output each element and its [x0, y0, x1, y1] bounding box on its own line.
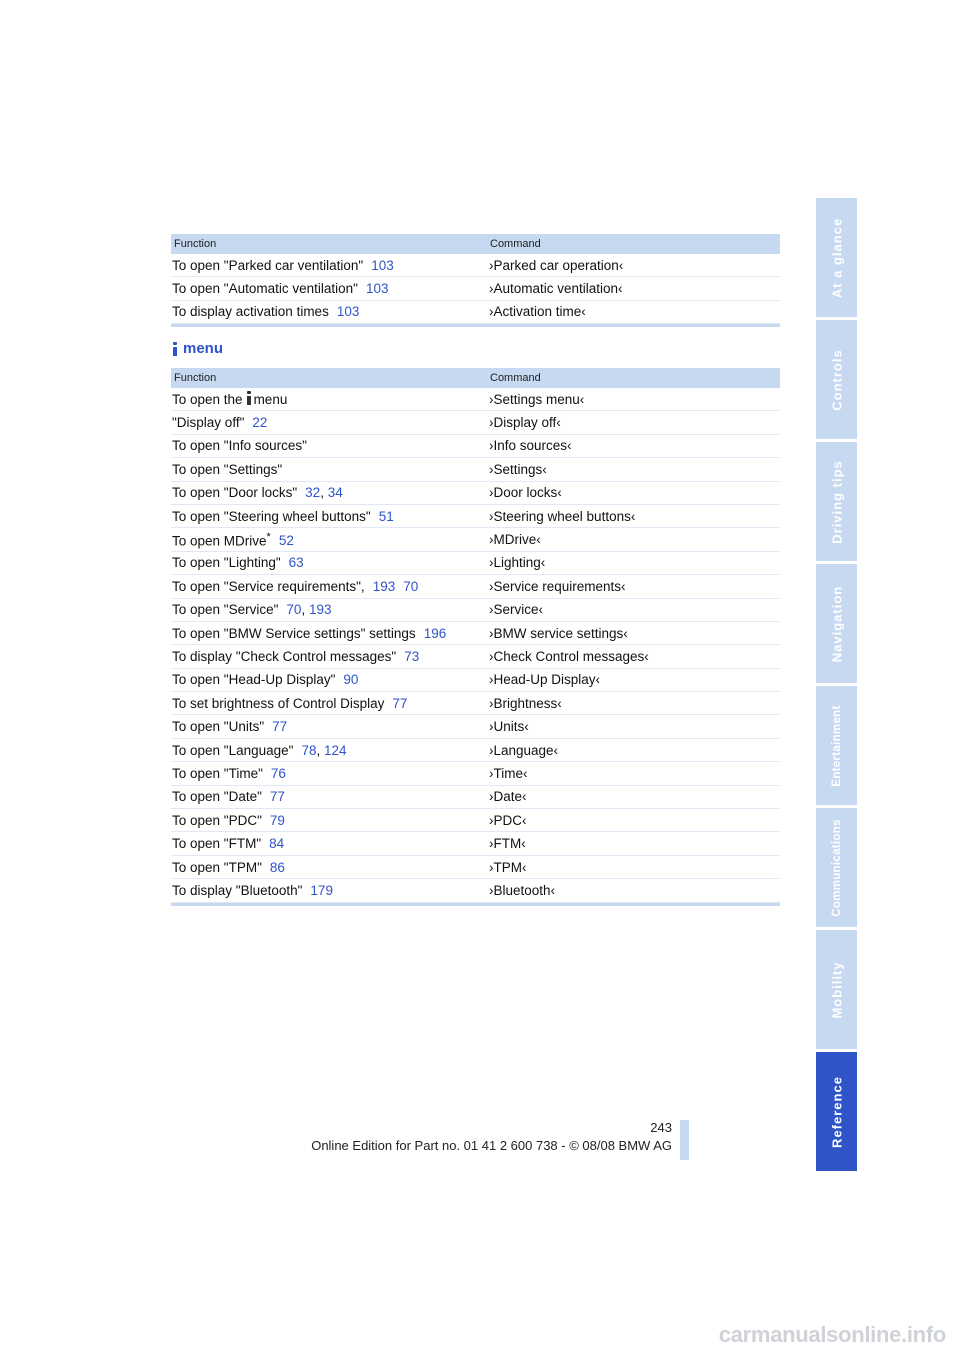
i-menu-icon: [171, 342, 178, 356]
page-ref-link[interactable]: 79: [269, 812, 285, 828]
tab-communications[interactable]: [816, 808, 857, 927]
page-ref-link[interactable]: 22: [252, 415, 268, 431]
ventilation-table: [171, 234, 780, 327]
function-cell: [171, 813, 489, 828]
tab-reference[interactable]: [816, 1052, 857, 1171]
table-end-rule: [171, 324, 780, 327]
table-row: [171, 277, 780, 300]
function-cell: [171, 258, 489, 273]
function-cell: [171, 883, 489, 898]
function-cell: [171, 438, 489, 453]
option-star-icon: *: [266, 530, 271, 543]
command-cell: ›Bluetooth‹: [489, 882, 556, 898]
command-cell: ›Language‹: [489, 742, 559, 758]
function-text: menu: [253, 392, 288, 408]
command-cell: ›Service requirements‹: [489, 578, 626, 594]
page-ref-link[interactable]: 34: [327, 485, 343, 501]
function-text: To open "Door locks": [172, 485, 298, 501]
command-cell: ›TPM‹: [489, 859, 527, 875]
function-text: To open "Parked car ventilation": [172, 257, 364, 273]
function-text: To open "Date": [172, 789, 262, 805]
table-row: [171, 762, 780, 785]
table-row: [171, 692, 780, 715]
function-text: To display "Check Control messages": [172, 648, 397, 664]
tab-label: Driving tips: [829, 459, 844, 544]
command-cell: ›Date‹: [489, 789, 527, 805]
command-cell: ›Time‹: [489, 765, 528, 781]
function-cell: [171, 672, 489, 687]
table-row: [171, 301, 780, 324]
tab-label: Communications: [830, 818, 843, 917]
footer-bar: [680, 1120, 689, 1160]
table-row: [171, 388, 780, 411]
tab-label: Controls: [829, 348, 844, 411]
table-row: [171, 458, 780, 481]
tab-navigation[interactable]: [816, 564, 857, 683]
function-text: To open the: [172, 392, 243, 408]
i-menu-table: [171, 368, 780, 906]
table-row: [171, 599, 780, 622]
table-row: [171, 622, 780, 645]
function-text: To open "BMW Service settings" settings: [172, 625, 416, 641]
page-ref-link[interactable]: 90: [343, 672, 359, 688]
table-row: [171, 435, 780, 458]
table-header: [171, 234, 780, 254]
function-text: To display "Bluetooth": [172, 882, 303, 898]
chapter-tabs: [816, 198, 857, 1174]
page-ref-link[interactable]: 73: [404, 648, 420, 664]
function-cell: [171, 649, 489, 664]
tab-controls[interactable]: [816, 320, 857, 439]
function-cell: [171, 485, 489, 500]
function-cell: [171, 860, 489, 875]
function-text: To open "Service requirements",: [172, 578, 365, 594]
function-cell: [171, 391, 489, 407]
page-ref-link[interactable]: 77: [269, 789, 285, 805]
function-cell: [171, 602, 489, 617]
table-row: [171, 786, 780, 809]
page-ref-link[interactable]: 70: [286, 602, 302, 618]
page-ref-link[interactable]: 84: [269, 836, 285, 852]
watermark: carmanualsonline.info: [718, 1322, 946, 1347]
table-body: [171, 388, 780, 903]
table-row: [171, 669, 780, 692]
function-text: To open "FTM": [172, 836, 262, 852]
section-heading: [171, 340, 223, 357]
page-ref-link[interactable]: 193: [372, 578, 396, 594]
ref-separator: ,: [316, 742, 324, 758]
tab-mobility[interactable]: [816, 930, 857, 1049]
tab-label: Reference: [829, 1075, 844, 1148]
function-text: To open "Info sources": [172, 438, 307, 454]
table-row: [171, 482, 780, 505]
table-row: [171, 809, 780, 832]
function-cell: [171, 531, 489, 549]
page-ref-link[interactable]: 179: [310, 882, 333, 898]
page-ref-link[interactable]: 70: [403, 578, 419, 594]
table-end-rule: [171, 903, 780, 906]
section-title: menu: [183, 340, 224, 357]
table-row: [171, 505, 780, 528]
page-ref-link[interactable]: 63: [288, 555, 304, 571]
page-number: 243: [650, 1120, 672, 1135]
table-row: [171, 879, 780, 902]
header-command: Command: [490, 238, 541, 250]
page-ref-link[interactable]: 52: [278, 533, 294, 549]
table-row: [171, 856, 780, 879]
function-cell: [171, 789, 489, 804]
table-row: [171, 739, 780, 762]
i-menu-icon: [245, 391, 252, 405]
command-cell: ›Info sources‹: [489, 438, 572, 454]
command-cell: ›Lighting‹: [489, 555, 546, 571]
command-cell: ›Parked car operation‹: [489, 257, 624, 273]
function-cell: [171, 836, 489, 851]
function-cell: [171, 555, 489, 570]
page-ref-link[interactable]: 103: [371, 257, 394, 273]
page-ref-link[interactable]: 196: [423, 625, 447, 641]
function-text: To open "Units": [172, 719, 265, 735]
function-cell: [171, 281, 489, 296]
function-text: To open MDrive: [172, 533, 267, 549]
page-ref-link[interactable]: 124: [324, 742, 347, 758]
function-text: To open "Steering wheel buttons": [172, 508, 371, 524]
tab-entertainment[interactable]: [816, 686, 857, 805]
command-cell: ›FTM‹: [489, 836, 526, 852]
command-cell: ›Settings menu‹: [489, 391, 585, 407]
table-row: [171, 528, 780, 551]
command-cell: ›Brightness‹: [489, 695, 562, 711]
function-cell: [171, 462, 489, 477]
table-header: [171, 368, 780, 388]
function-cell: [171, 304, 489, 319]
table-row: [171, 715, 780, 738]
page-ref-link[interactable]: 32: [305, 485, 321, 501]
table-row: [171, 575, 780, 598]
command-cell: ›Service‹: [489, 602, 544, 618]
page-ref-link[interactable]: 103: [365, 281, 389, 297]
page-ref-link[interactable]: 77: [272, 719, 288, 735]
function-cell: [171, 579, 489, 594]
command-cell: ›Automatic ventilation‹: [489, 281, 623, 297]
header-command: Command: [490, 372, 541, 384]
function-text: To open "Automatic ventilation": [172, 281, 358, 297]
tab-label: Entertainment: [830, 704, 843, 787]
command-cell: ›PDC‹: [489, 812, 527, 828]
table-row: [171, 254, 780, 277]
function-text: To open "Lighting": [172, 555, 281, 571]
function-cell: [171, 743, 489, 758]
ref-separator: ,: [301, 602, 309, 618]
page-ref-link[interactable]: 103: [336, 304, 360, 320]
page-ref-link[interactable]: 193: [308, 602, 332, 618]
function-text: To open "Head-Up Display": [172, 672, 336, 688]
command-cell: ›MDrive‹: [489, 532, 541, 548]
page-ref-link[interactable]: 86: [269, 859, 285, 875]
page-ref-link[interactable]: 77: [392, 695, 408, 711]
table-row: [171, 411, 780, 434]
command-cell: ›Activation time‹: [489, 304, 586, 320]
function-text: To display activation times: [172, 304, 329, 320]
command-cell: ›Door locks‹: [489, 485, 562, 501]
function-text: To set brightness of Control Display: [172, 695, 385, 711]
table-row: [171, 552, 780, 575]
function-cell: [171, 766, 489, 781]
command-cell: ›Display off‹: [489, 415, 561, 431]
tab-label: At a glance: [829, 217, 844, 298]
page-ref-link[interactable]: 51: [378, 508, 394, 524]
function-text: To open "TPM": [172, 859, 262, 875]
command-cell: ›Settings‹: [489, 461, 547, 477]
function-cell: [171, 719, 489, 734]
function-cell: [171, 696, 489, 711]
function-text: "Display off": [172, 415, 245, 431]
function-cell: [171, 415, 489, 430]
tab-label: Mobility: [829, 960, 844, 1019]
table-body: [171, 254, 780, 324]
footer-text: Online Edition for Part no. 01 41 2 600 738 - © 08/08 BMW AG: [311, 1138, 672, 1153]
tab-label: Navigation: [829, 585, 844, 662]
command-cell: ›BMW service settings‹: [489, 625, 628, 641]
tab-driving-tips[interactable]: [816, 442, 857, 561]
function-cell: [171, 626, 489, 641]
page-ref-link[interactable]: 78: [301, 742, 317, 758]
page-ref-link[interactable]: 76: [270, 765, 286, 781]
ref-separator: ,: [320, 485, 328, 501]
command-cell: ›Steering wheel buttons‹: [489, 508, 636, 524]
command-cell: ›Head-Up Display‹: [489, 672, 601, 688]
function-text: To open "Settings": [172, 461, 283, 477]
table-row: [171, 832, 780, 855]
function-text: To open "Language": [172, 742, 294, 758]
function-cell: [171, 509, 489, 524]
tab-at-a-glance[interactable]: [816, 198, 857, 317]
table-row: [171, 645, 780, 668]
header-function: Function: [174, 372, 217, 384]
header-function: Function: [174, 238, 217, 250]
function-text: To open "PDC": [172, 812, 262, 828]
command-cell: ›Check Control messages‹: [489, 648, 649, 664]
function-text: To open "Time": [172, 765, 263, 781]
function-text: To open "Service": [172, 602, 279, 618]
command-cell: ›Units‹: [489, 719, 529, 735]
